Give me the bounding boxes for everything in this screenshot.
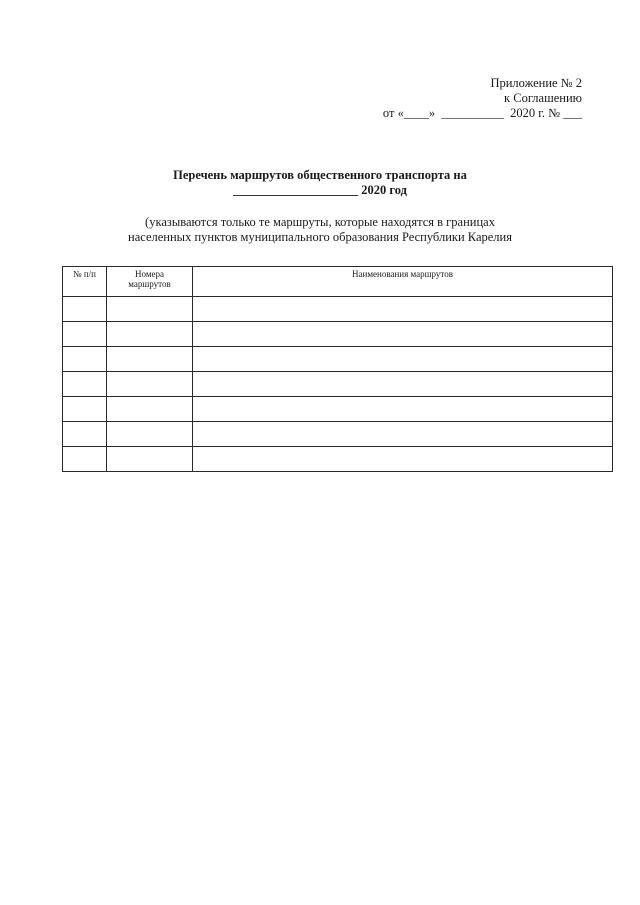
table-cell-num (63, 347, 107, 372)
table-cell-num (63, 422, 107, 447)
title-line-1: Перечень маршрутов общественного транспорта на (173, 168, 467, 182)
table-cell-name (193, 422, 613, 447)
table-cell-num (63, 297, 107, 322)
table-header-row (63, 267, 613, 297)
table-row (63, 422, 613, 447)
agreement-date-line: от «____» __________ 2020 г. № ___ (382, 106, 582, 120)
table-cell-name (193, 447, 613, 472)
table-cell-route (107, 397, 193, 422)
table-cell-route (107, 422, 193, 447)
header-num: № п/п (63, 267, 107, 297)
title-line-2: ____________________ 2020 год (233, 183, 407, 197)
table-cell-num (63, 447, 107, 472)
note-line-2: населенных пунктов муниципального образования Республики Карелия (128, 230, 512, 244)
table-row (63, 297, 613, 322)
appendix-header (383, 76, 582, 121)
table-cell-num (63, 372, 107, 397)
agreement-reference: к Соглашению (504, 91, 582, 105)
appendix-number: Приложение № 2 (490, 76, 582, 90)
table-cell-route (107, 447, 193, 472)
document-title (100, 168, 540, 198)
table-body (63, 297, 613, 472)
table-row (63, 322, 613, 347)
note-line-1: (указываются только те маршруты, которые находятся в границах (145, 215, 495, 229)
header-routes-line-2: маршрутов (128, 279, 171, 289)
table-row (63, 447, 613, 472)
table-cell-name (193, 347, 613, 372)
table-row (63, 347, 613, 372)
document-note (95, 215, 545, 245)
header-routes (107, 267, 193, 297)
table-cell-num (63, 322, 107, 347)
table-cell-name (193, 372, 613, 397)
table-row (63, 372, 613, 397)
table-cell-name (193, 397, 613, 422)
routes-table (62, 266, 613, 472)
table-cell-route (107, 372, 193, 397)
table-cell-route (107, 297, 193, 322)
table-cell-name (193, 297, 613, 322)
table-cell-num (63, 397, 107, 422)
header-names: Наименования маршрутов (193, 267, 613, 297)
table-row (63, 397, 613, 422)
table-cell-route (107, 347, 193, 372)
table-cell-route (107, 322, 193, 347)
table-cell-name (193, 322, 613, 347)
header-routes-line-1: Номера (134, 269, 164, 279)
